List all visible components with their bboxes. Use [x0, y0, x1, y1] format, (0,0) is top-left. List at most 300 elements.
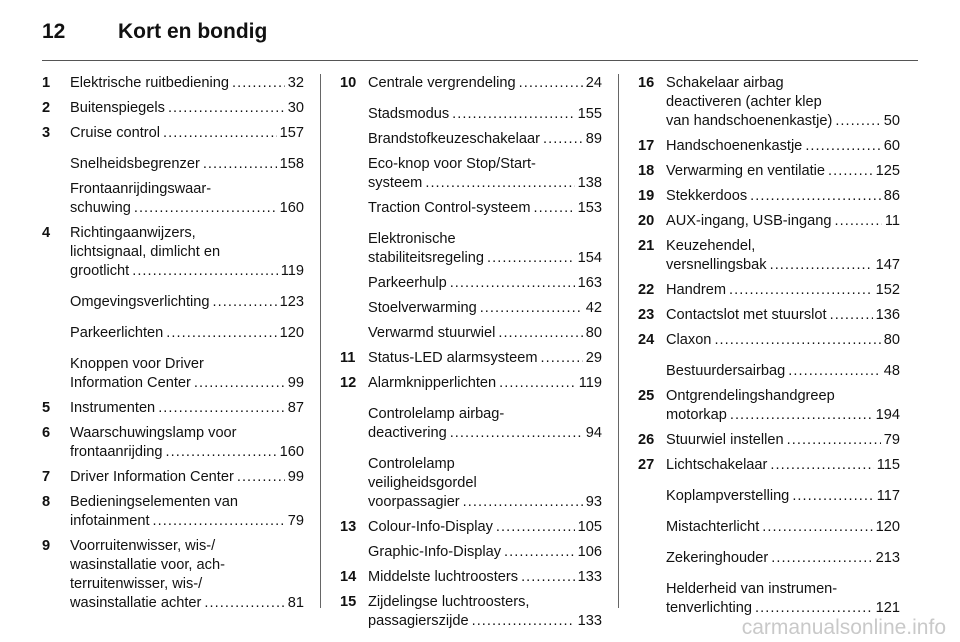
- entry-line: AUX-ingang, USB-ingang: [666, 213, 832, 229]
- entry-last-line: [368, 249, 602, 268]
- entry-last-line: [666, 112, 900, 131]
- entry-page-number: 81: [287, 595, 304, 611]
- entry-last-line: [70, 399, 304, 418]
- entry-page-number: 119: [578, 375, 602, 391]
- index-entry: [638, 331, 900, 350]
- entry-last-line: [368, 199, 602, 218]
- entry-line: Centrale vergrendeling: [368, 75, 516, 91]
- entry-text: [368, 155, 602, 193]
- entry-last-line: [70, 99, 304, 118]
- dot-leader: [213, 293, 277, 312]
- entry-last-line: [368, 105, 602, 124]
- entry-text: [70, 224, 304, 281]
- index-entry: [638, 580, 900, 618]
- entry-last-line: [70, 124, 304, 143]
- entry-last-line: [368, 543, 602, 562]
- entry-line: Snelheidsbegrenzer: [70, 156, 200, 172]
- entry-text: [666, 362, 900, 381]
- dot-leader: [450, 424, 583, 443]
- entry-number: 13: [340, 519, 357, 535]
- dot-leader: [158, 399, 285, 418]
- entry-page-number: 87: [287, 400, 304, 416]
- entry-number: 23: [638, 307, 655, 323]
- watermark: carmanualsonline.info: [741, 616, 946, 639]
- index-entry: [638, 306, 900, 325]
- entry-page-number: 94: [585, 425, 602, 441]
- entry-number: 21: [638, 238, 655, 254]
- index-entry: [42, 537, 304, 613]
- entry-page-number: 11: [884, 213, 900, 229]
- index-entry: [340, 74, 602, 93]
- entry-line: Waarschuwingslamp voor: [70, 425, 237, 441]
- entry-line: infotainment: [70, 513, 150, 529]
- entry-last-line: [666, 406, 900, 425]
- page-number: 12: [42, 20, 66, 43]
- entry-page-number: 80: [585, 325, 602, 341]
- entry-line: veiligheidsgordel: [368, 475, 477, 491]
- entry-line: Traction Control-systeem: [368, 200, 531, 216]
- dot-leader: [533, 199, 574, 218]
- entry-page-number: 152: [875, 282, 900, 298]
- entry-line: voorpassagier: [368, 494, 460, 510]
- entry-line: deactiveren (achter klep: [666, 94, 822, 110]
- entry-last-line: [666, 281, 900, 300]
- index-entry: [340, 155, 602, 193]
- entry-last-line: [666, 456, 900, 475]
- entry-text: [666, 580, 900, 618]
- entry-line: Richtingaanwijzers,: [70, 225, 196, 241]
- entry-line: Claxon: [666, 332, 712, 348]
- dot-leader: [168, 99, 285, 118]
- index-entry: [340, 543, 602, 562]
- entry-last-line: [368, 174, 602, 193]
- entry-last-line: [368, 568, 602, 587]
- index-column-3: [638, 74, 900, 624]
- entry-text: [368, 349, 602, 368]
- entry-number: 27: [638, 457, 655, 473]
- dot-leader: [153, 512, 285, 531]
- entry-line: Stekkerdoos: [666, 188, 748, 204]
- index-entry: [638, 137, 900, 156]
- entry-line: Stuurwiel instellen: [666, 432, 784, 448]
- entry-text: [70, 424, 304, 462]
- column-divider: [320, 74, 321, 608]
- entry-line: Controlelamp: [368, 456, 455, 472]
- entry-line: Zekeringhouder: [666, 550, 769, 566]
- entry-last-line: [368, 518, 602, 537]
- entry-line: Stoelverwarming: [368, 300, 477, 316]
- index-entry: [42, 468, 304, 487]
- dot-leader: [498, 324, 582, 343]
- index-entry: [340, 518, 602, 537]
- index-entry: [340, 324, 602, 343]
- entry-text: [368, 130, 602, 149]
- entry-line: Information Center: [70, 375, 191, 391]
- entry-number: 5: [42, 400, 51, 416]
- dot-leader: [237, 468, 285, 487]
- entry-text: [666, 431, 900, 450]
- entry-number: 11: [340, 350, 356, 366]
- index-entry: [340, 455, 602, 512]
- entry-page-number: 115: [876, 457, 900, 473]
- entry-last-line: [368, 424, 602, 443]
- dot-leader: [203, 155, 277, 174]
- index-entry: [638, 456, 900, 475]
- entry-page-number: 125: [875, 163, 900, 179]
- entry-text: [666, 74, 900, 131]
- entry-last-line: [70, 468, 304, 487]
- entry-text: [70, 99, 304, 118]
- entry-number: 9: [42, 538, 51, 554]
- dot-leader: [204, 594, 284, 613]
- entry-text: [368, 543, 602, 562]
- entry-number: 2: [42, 100, 51, 116]
- entry-line: wasinstallatie voor, ach-: [70, 557, 225, 573]
- dot-leader: [835, 112, 880, 131]
- entry-line: Elektrische ruitbediening: [70, 75, 229, 91]
- dot-leader: [521, 568, 575, 587]
- dot-leader: [830, 306, 873, 325]
- entry-page-number: 155: [577, 106, 602, 122]
- entry-last-line: [666, 187, 900, 206]
- index-entry: [42, 99, 304, 118]
- entry-last-line: [368, 274, 602, 293]
- entry-text: [368, 455, 602, 512]
- entry-page-number: 153: [577, 200, 602, 216]
- entry-line: Elektronische: [368, 231, 456, 247]
- dot-leader: [541, 349, 583, 368]
- entry-text: [70, 155, 304, 174]
- entry-page-number: 123: [279, 294, 304, 310]
- entry-line: Cruise control: [70, 125, 161, 141]
- entry-last-line: [666, 137, 900, 156]
- dot-leader: [828, 162, 873, 181]
- entry-text: [666, 237, 900, 275]
- entry-text: [666, 387, 900, 425]
- entry-line: Graphic-Info-Display: [368, 544, 502, 560]
- entry-last-line: [368, 493, 602, 512]
- index-entry: [340, 230, 602, 268]
- entry-line: deactivering: [368, 425, 447, 441]
- entry-last-line: [70, 512, 304, 531]
- entry-line: Verwarmd stuurwiel: [368, 325, 496, 341]
- entry-text: [368, 299, 602, 318]
- entry-line: Zijdelingse luchtroosters,: [368, 594, 530, 610]
- entry-text: [666, 331, 900, 350]
- entry-last-line: [70, 324, 304, 343]
- index-entry: [638, 212, 900, 231]
- entry-line: Knoppen voor Driver: [70, 356, 204, 372]
- index-entry: [42, 74, 304, 93]
- entry-page-number: 30: [287, 100, 304, 116]
- entry-text: [70, 493, 304, 531]
- entry-line: Helderheid van instrumen-: [666, 581, 838, 597]
- index-entry: [638, 362, 900, 381]
- entry-text: [70, 74, 304, 93]
- dot-leader: [788, 362, 881, 381]
- entry-number: 25: [638, 388, 655, 404]
- entry-line: motorkap: [666, 407, 727, 423]
- entry-last-line: [666, 549, 900, 568]
- entry-last-line: [368, 299, 602, 318]
- dot-leader: [787, 431, 881, 450]
- entry-line: Voorruitenwisser, wis-/: [70, 538, 216, 554]
- dot-leader: [163, 124, 277, 143]
- dot-leader: [487, 249, 575, 268]
- entry-last-line: [70, 262, 304, 281]
- entry-number: 22: [638, 282, 655, 298]
- entry-page-number: 24: [585, 75, 602, 91]
- index-entry: [42, 124, 304, 143]
- entry-page-number: 120: [279, 325, 304, 341]
- entry-page-number: 32: [287, 75, 304, 91]
- entry-line: Buitenspiegels: [70, 100, 165, 116]
- entry-page-number: 99: [287, 375, 304, 391]
- index-entry: [638, 237, 900, 275]
- entry-page-number: 133: [577, 613, 602, 629]
- entry-line: Parkeerhulp: [368, 275, 447, 291]
- entry-number: 8: [42, 494, 51, 510]
- entry-number: 15: [340, 594, 357, 610]
- entry-page-number: 119: [280, 263, 304, 279]
- entry-line: stabiliteitsregeling: [368, 250, 485, 266]
- entry-page-number: 158: [279, 156, 304, 172]
- entry-text: [368, 518, 602, 537]
- entry-page-number: 117: [876, 488, 900, 504]
- index-entry: [340, 405, 602, 443]
- index-entry: [638, 281, 900, 300]
- index-entry: [340, 568, 602, 587]
- entry-line: grootlicht: [70, 263, 130, 279]
- entry-line: frontaanrijding: [70, 444, 163, 460]
- dot-leader: [762, 518, 872, 537]
- entry-page-number: 147: [875, 257, 900, 273]
- entry-page-number: 160: [279, 444, 304, 460]
- entry-page-number: 136: [875, 307, 900, 323]
- entry-line: Eco-knop voor Stop/Start-: [368, 156, 536, 172]
- entry-page-number: 79: [883, 432, 900, 448]
- index-entry: [42, 324, 304, 343]
- entry-page-number: 42: [585, 300, 602, 316]
- dot-leader: [480, 299, 583, 318]
- dot-leader: [463, 493, 583, 512]
- header-rule: [42, 60, 918, 61]
- entry-text: [368, 324, 602, 343]
- entry-line: Colour-Info-Display: [368, 519, 493, 535]
- entry-text: [368, 405, 602, 443]
- entry-line: Koplampverstelling: [666, 488, 790, 504]
- entry-number: 4: [42, 225, 51, 241]
- entry-text: [666, 306, 900, 325]
- dot-leader: [729, 281, 873, 300]
- entry-page-number: 157: [279, 125, 304, 141]
- entry-line: Omgevingsverlichting: [70, 294, 210, 310]
- entry-text: [70, 180, 304, 218]
- column-divider: [618, 74, 619, 608]
- dot-leader: [750, 187, 881, 206]
- entry-last-line: [368, 324, 602, 343]
- dot-leader: [792, 487, 873, 506]
- dot-leader: [472, 612, 575, 631]
- entry-text: [368, 230, 602, 268]
- entry-line: Instrumenten: [70, 400, 156, 416]
- index-column-1: [42, 74, 304, 619]
- entry-last-line: [666, 331, 900, 350]
- entry-number: 26: [638, 432, 655, 448]
- dot-leader: [714, 331, 880, 350]
- entry-number: 12: [340, 375, 357, 391]
- index-entry: [42, 155, 304, 174]
- entry-page-number: 106: [577, 544, 602, 560]
- entry-last-line: [70, 374, 304, 393]
- entry-line: versnellingsbak: [666, 257, 767, 273]
- entry-line: Contactslot met stuurslot: [666, 307, 827, 323]
- entry-text: [368, 568, 602, 587]
- entry-page-number: 48: [883, 363, 900, 379]
- index-entry: [42, 293, 304, 312]
- entry-text: [368, 199, 602, 218]
- entry-last-line: [368, 130, 602, 149]
- index-entry: [638, 162, 900, 181]
- entry-text: [70, 293, 304, 312]
- entry-line: Keuzehendel,: [666, 238, 756, 254]
- index-entry: [42, 180, 304, 218]
- page-title: Kort en bondig: [118, 20, 268, 43]
- entry-number: 10: [340, 75, 357, 91]
- entry-text: [70, 124, 304, 143]
- entry-page-number: 163: [577, 275, 602, 291]
- entry-page-number: 213: [875, 550, 900, 566]
- dot-leader: [835, 212, 882, 231]
- entry-line: passagierszijde: [368, 613, 469, 629]
- entry-line: Handschoenenkastje: [666, 138, 803, 154]
- entry-number: 7: [42, 469, 51, 485]
- entry-line: tenverlichting: [666, 600, 752, 616]
- index-column-2: [340, 74, 602, 637]
- dot-leader: [425, 174, 574, 193]
- dot-leader: [134, 199, 277, 218]
- dot-leader: [166, 324, 276, 343]
- entry-text: [666, 187, 900, 206]
- entry-number: 14: [340, 569, 357, 585]
- dot-leader: [132, 262, 278, 281]
- entry-line: schuwing: [70, 200, 131, 216]
- entry-last-line: [70, 293, 304, 312]
- entry-number: 19: [638, 188, 655, 204]
- entry-page-number: 89: [585, 131, 602, 147]
- entry-text: [666, 549, 900, 568]
- entry-line: Parkeerlichten: [70, 325, 164, 341]
- dot-leader: [519, 74, 583, 93]
- dot-leader: [730, 406, 873, 425]
- entry-text: [368, 74, 602, 93]
- entry-last-line: [666, 518, 900, 537]
- index-entry: [340, 130, 602, 149]
- entry-line: Lichtschakelaar: [666, 457, 768, 473]
- entry-text: [70, 468, 304, 487]
- dot-leader: [770, 256, 873, 275]
- entry-line: van handschoenenkastje): [666, 113, 833, 129]
- entry-line: Ontgrendelingshandgreep: [666, 388, 835, 404]
- entry-text: [368, 374, 602, 393]
- entry-page-number: 121: [875, 600, 900, 616]
- index-entry: [340, 105, 602, 124]
- index-entry: [638, 431, 900, 450]
- entry-last-line: [70, 594, 304, 613]
- entry-line: Status-LED alarmsysteem: [368, 350, 538, 366]
- entry-page-number: 86: [883, 188, 900, 204]
- index-entry: [340, 374, 602, 393]
- index-entry: [340, 349, 602, 368]
- entry-text: [666, 137, 900, 156]
- entry-page-number: 79: [287, 513, 304, 529]
- entry-page-number: 120: [875, 519, 900, 535]
- entry-text: [368, 593, 602, 631]
- entry-line: Mistachterlicht: [666, 519, 760, 535]
- entry-line: wasinstallatie achter: [70, 595, 202, 611]
- entry-page-number: 29: [585, 350, 602, 366]
- entry-line: lichtsignaal, dimlicht en: [70, 244, 221, 260]
- entry-line: Brandstofkeuzeschakelaar: [368, 131, 540, 147]
- entry-last-line: [666, 431, 900, 450]
- entry-last-line: [666, 362, 900, 381]
- entry-page-number: 99: [287, 469, 304, 485]
- dot-leader: [805, 137, 880, 156]
- entry-last-line: [666, 306, 900, 325]
- entry-number: 18: [638, 163, 655, 179]
- entry-last-line: [666, 256, 900, 275]
- index-entry: [638, 387, 900, 425]
- index-entry: [340, 274, 602, 293]
- index-entry: [340, 199, 602, 218]
- index-entry: [638, 549, 900, 568]
- entry-page-number: 160: [279, 200, 304, 216]
- entry-text: [666, 456, 900, 475]
- index-entry: [638, 74, 900, 131]
- index-entry: [638, 518, 900, 537]
- entry-number: 17: [638, 138, 655, 154]
- entry-page-number: 133: [577, 569, 602, 585]
- entry-text: [70, 537, 304, 613]
- entry-line: Controlelamp airbag-: [368, 406, 505, 422]
- entry-text: [368, 105, 602, 124]
- index-entry: [638, 187, 900, 206]
- index-entry: [340, 299, 602, 318]
- entry-text: [666, 212, 900, 231]
- entry-text: [70, 399, 304, 418]
- index-entry: [638, 487, 900, 506]
- entry-last-line: [70, 74, 304, 93]
- entry-line: Alarmknipperlichten: [368, 375, 497, 391]
- dot-leader: [771, 549, 872, 568]
- entry-last-line: [70, 199, 304, 218]
- entry-text: [666, 518, 900, 537]
- entry-page-number: 194: [875, 407, 900, 423]
- entry-text: [70, 355, 304, 393]
- dot-leader: [499, 374, 576, 393]
- dot-leader: [166, 443, 277, 462]
- index-entry: [42, 493, 304, 531]
- entry-line: Bestuurdersairbag: [666, 363, 786, 379]
- entry-number: 16: [638, 75, 655, 91]
- entry-page-number: 154: [577, 250, 602, 266]
- entry-last-line: [368, 612, 602, 631]
- entry-last-line: [666, 212, 900, 231]
- dot-leader: [452, 105, 575, 124]
- dot-leader: [232, 74, 285, 93]
- entry-page-number: 80: [883, 332, 900, 348]
- entry-last-line: [666, 487, 900, 506]
